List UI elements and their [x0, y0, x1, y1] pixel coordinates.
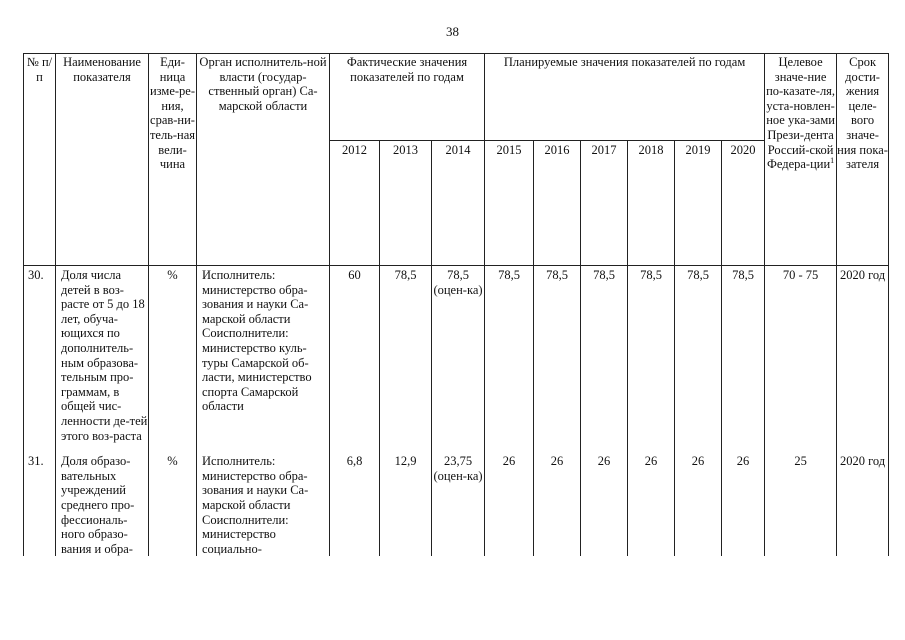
header-year-2015: 2015	[485, 141, 534, 266]
header-deadline: Срок дости-жения целе-вого значе-ния пока-зателя	[837, 54, 889, 266]
header-unit: Еди-ница изме-ре-ния, срав-ни-тель-ная вели-чина	[149, 54, 197, 266]
page-number: 38	[446, 24, 459, 39]
row-value-2018: 26	[628, 452, 675, 556]
header-year-2014: 2014	[432, 141, 485, 266]
row-name: Доля образо-вательных учреждений среднего про-фессиональ-ного образо-вания и обра-	[56, 452, 149, 556]
header-year-2016: 2016	[534, 141, 581, 266]
target-footnote-mark: 1	[830, 156, 835, 165]
header-year-2019: 2019	[675, 141, 722, 266]
row-num: 30.	[24, 266, 56, 444]
row-value-2016: 26	[534, 452, 581, 556]
header-planned-group: Планируемые значения показателей по годам	[485, 54, 765, 141]
row-value-2020: 26	[722, 452, 765, 556]
row-unit: %	[149, 452, 197, 556]
header-name: Наименование показателя	[56, 54, 149, 266]
header-organ: Орган исполнитель-ной власти (государ-ственный орган) Са-марской области	[197, 54, 330, 266]
header-year-2012: 2012	[330, 141, 380, 266]
row-organ: Исполнитель: министерство обра-зования и науки Са-марской области Соисполнители: министерство социально-	[197, 452, 330, 556]
row-value-2016: 78,5	[534, 266, 581, 444]
row-spacer	[24, 443, 889, 452]
row-num: 31.	[24, 452, 56, 556]
header-year-2018: 2018	[628, 141, 675, 266]
row-value-2020: 78,5	[722, 266, 765, 444]
row-organ: Исполнитель: министерство обра-зования и науки Са-марской области Соисполнители: министерство куль-туры Самарской об-ласти, министерство спорта Самарской области	[197, 266, 330, 444]
row-value-2017: 78,5	[581, 266, 628, 444]
row-value-2015: 26	[485, 452, 534, 556]
indicators-table	[23, 53, 889, 556]
row-deadline: 2020 год	[837, 452, 889, 556]
table-row	[24, 452, 889, 556]
header-year-2013: 2013	[380, 141, 432, 266]
row-value-2014: 23,75 (оцен-ка)	[432, 452, 485, 556]
header-num: № п/п	[24, 54, 56, 266]
table-row	[24, 266, 889, 444]
row-value-2015: 78,5	[485, 266, 534, 444]
header-actual-group: Фактические значения показателей по годам	[330, 54, 485, 141]
row-value-2013: 12,9	[380, 452, 432, 556]
row-value-2014: 78,5 (оцен-ка)	[432, 266, 485, 444]
row-target: 70 - 75	[765, 266, 837, 444]
row-target: 25	[765, 452, 837, 556]
header-year-2020: 2020	[722, 141, 765, 266]
header-target: Целевое значе-ние по-казате-ля, уста-новлен-ное ука-зами Прези-дента Россий-ской Федера-ции$^1$	[765, 54, 837, 266]
header-year-2017: 2017	[581, 141, 628, 266]
row-name: Доля числа детей в воз-расте от 5 до 18 лет, обуча-ющихся по дополнитель-ным образова-тельным про-граммам, в общей чис-ленности де-тей этого воз-раста	[56, 266, 149, 444]
row-value-2017: 26	[581, 452, 628, 556]
row-value-2012: 6,8	[330, 452, 380, 556]
row-value-2012: 60	[330, 266, 380, 444]
row-value-2018: 78,5	[628, 266, 675, 444]
row-deadline: 2020 год	[837, 266, 889, 444]
row-value-2013: 78,5	[380, 266, 432, 444]
row-value-2019: 78,5	[675, 266, 722, 444]
row-unit: %	[149, 266, 197, 444]
row-value-2019: 26	[675, 452, 722, 556]
